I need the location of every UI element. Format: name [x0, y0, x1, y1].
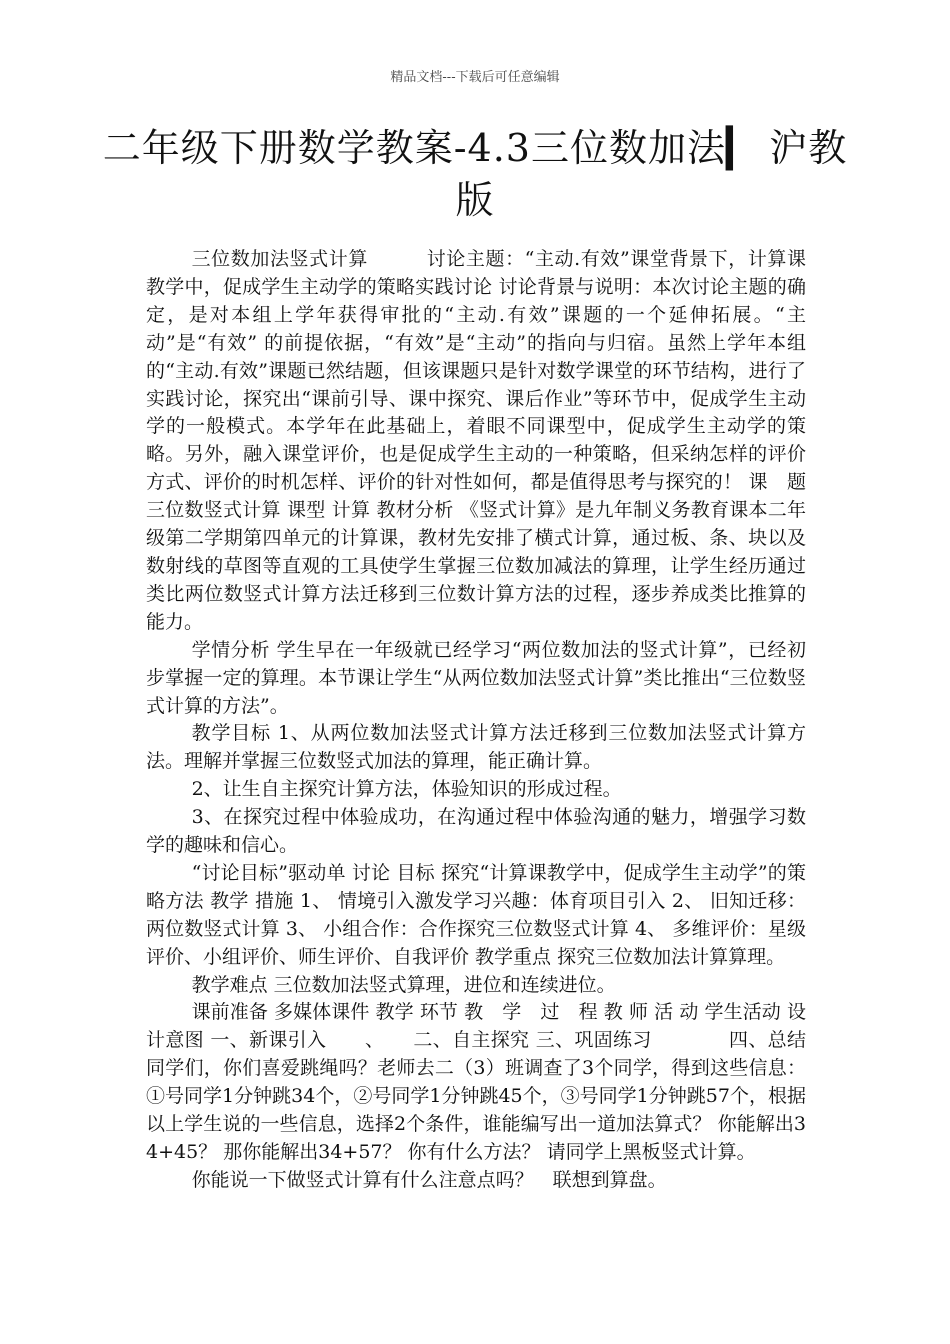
header-note: 精品文档---下载后可任意编辑 — [390, 70, 560, 85]
paragraph-student-analysis: 学情分析 学生早在一年级就已经学习“两位数加法的竖式计算”，已经初步掌握一定的算理。本节课让学生“从两位数加法竖式计算”类比推出“三位数竖式计算的方法”。 — [146, 638, 806, 717]
paragraph-intro: 三位数加法竖式计算 讨论主题：“主动.有效”课堂背景下，计算课教学中，促成学生主动学的策略实践讨论 讨论背景与说明：本次讨论主题的确定，是对本组上学年获得审批的“主动.有效”课题的一个延伸拓展。“主动”是“有效” 的前提依据，“有效”是“主动”的指向与归宿。虽然上学年本组的“主动.有效”课题已然结题，但该课题只是针对数学课堂的环节结构，进行了实践讨论，探究出“课前引导、课中探究、课后作业”等环节中，促成学生主动学的一般模式。本学年在此基础上，着眼不同课型中，促成学生主动学的策略。另外，融入课堂评价，也是促成学生主动的一种策略，但采纳怎样的评价方式、评价的时机怎样、评价的针对性如何，都是值得思考与探究的！ 课 题 三位数竖式计算 课型 计算 教材分析 《竖式计算》是九年制义务教育课本二年级第二学期第四单元的计算课，教材先安排了横式计算，通过板、条、块以及数射线的草图等直观的工具使学生掌握三位数加减法的算理，让学生经历通过类比两位数竖式计算方法迁移到三位数计算方法的过程，逐步养成类比推算的能力。 — [146, 248, 806, 633]
paragraph-teaching-goal-2: 2、让生自主探究计算方法，体验知识的形成过程。 — [191, 778, 622, 801]
paragraph-teaching-goal-3: 3、在探究过程中体验成功，在沟通过程中体验沟通的魅力，增强学习数学的趣味和信心。 — [146, 806, 806, 857]
paragraph-preparation-and-process: 课前准备 多媒体课件 教学 环节 教 学 过 程 教 师 活 动 学生活动 设计意图 一、新课引入 、 二、自主探究 三、巩固练习 四、总结 同学们，你们喜爱跳绳吗？老师去二（3）班调查了3个同学，得到这些信息：①号同学1分钟跳34个，②号同学1分钟跳45个，③号同学1分钟跳57个，根据以上学生说的一些信息，选择2个条件，谁能编写出一道加法算式？ 你能解出34+45？ 那你能解出34+57？ 你有什么方法？ 请同学上黑板竖式计算。 — [146, 1001, 806, 1163]
paragraph-teaching-goal-1: 教学目标 1、从两位数加法竖式计算方法迁移到三位数加法竖式计算方法。理解并掌握三位数竖式加法的算理，能正确计算。 — [146, 722, 806, 773]
page-title: 二年级下册数学教案-4.3三位数加法▎ 沪教版 — [102, 126, 848, 222]
paragraph-teaching-difficulty: 教学难点 三位数加法竖式算理，进位和连续进位。 — [191, 973, 616, 996]
document-body — [146, 246, 806, 1195]
paragraph-discussion-goal: “讨论目标”驱动单 讨论 目标 探究“计算课教学中，促成学生主动学”的策略方法 教学 措施 1、 情境引入激发学习兴趣：体育项目引入 2、 旧知迁移：两位数竖式计算 3、 小组合作：合作探究三位数竖式计算 4、 多维评价：星级评价、小组评价、师生评价、自我评价 教学重点 探究三位数加法计算算理。 — [146, 861, 806, 968]
paragraph-closing-question: 你能说一下做竖式计算有什么注意点吗？ 联想到算盘。 — [191, 1168, 667, 1191]
